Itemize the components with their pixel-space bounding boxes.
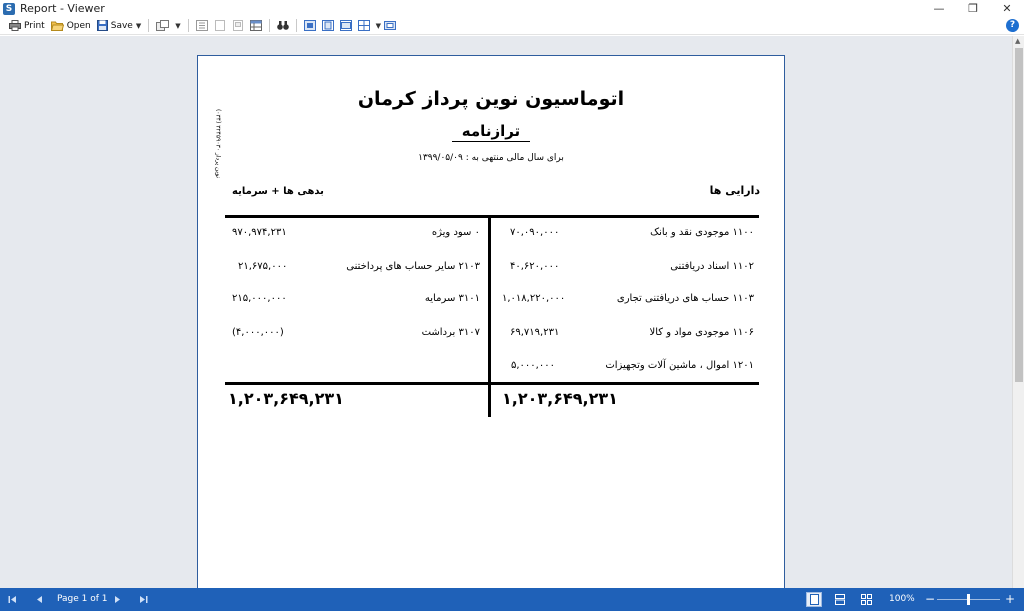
liability-label: ۰ سود ویژه <box>431 227 480 238</box>
scroll-up-icon[interactable]: ▲ <box>1015 37 1021 45</box>
total-assets: ۱,۲۰۳,۶۴۹,۲۳۱ <box>502 389 618 408</box>
chevron-down-icon[interactable]: ▼ <box>375 21 382 30</box>
continuous-view-button[interactable] <box>832 592 848 607</box>
first-page-button[interactable] <box>8 588 17 611</box>
first-page-icon <box>8 595 17 604</box>
help-icon[interactable]: ? <box>1006 19 1019 32</box>
zoom-in-button[interactable]: + <box>1005 592 1016 606</box>
status-bar <box>0 588 1024 611</box>
liability-amount: ۲۱,۶۷۵,۰۰۰ <box>238 261 288 272</box>
single-page-view-button[interactable] <box>806 592 822 607</box>
print-label: Print <box>24 20 45 31</box>
liabilities-header: بدهی ها + سرمایه <box>232 186 324 197</box>
parameters-icon[interactable] <box>214 20 226 31</box>
open-label: Open <box>66 20 91 31</box>
total-rule <box>225 382 759 385</box>
asset-label: ۱۱۰۲ اسناد دریافتنی <box>670 261 754 272</box>
toolbar <box>0 17 1024 35</box>
table-icon[interactable] <box>250 20 262 31</box>
asset-amount: ۶۹,۷۱۹,۲۳۱ <box>510 327 560 338</box>
liability-label: ۳۱۰۱ سرمایه <box>424 293 480 304</box>
title-bar <box>0 0 1024 17</box>
save-label: Save <box>110 20 133 31</box>
printer-icon <box>9 20 21 31</box>
bookmarks-icon[interactable] <box>196 20 208 31</box>
chevron-down-icon[interactable]: ▼ <box>175 21 181 30</box>
report-viewer-area <box>0 36 1024 588</box>
export-icon <box>156 20 169 31</box>
continuous-pages-icon <box>835 594 845 605</box>
thumbnails-icon[interactable] <box>232 20 244 31</box>
liability-amount: ۹۷۰,۹۷۴,۲۳۱ <box>232 227 287 238</box>
report-title-wrap <box>198 122 784 140</box>
toolbar-separator <box>148 19 149 32</box>
next-page-icon <box>114 595 121 604</box>
grid-pages-icon <box>861 594 872 605</box>
liability-label: ۳۱۰۷ برداشت <box>421 327 480 338</box>
liability-label: ۲۱۰۳ سایر حساب های پرداختنی <box>346 261 480 272</box>
asset-amount: ۵,۰۰۰,۰۰۰ <box>511 360 555 371</box>
report-title: ترازنامه <box>452 122 530 142</box>
asset-label: ۱۱۰۰ موجودی نقد و بانک <box>650 227 754 238</box>
vertical-scrollbar[interactable] <box>1012 36 1024 588</box>
total-liabilities: ۱,۲۰۳,۶۴۹,۲۳۱ <box>228 389 344 408</box>
folder-open-icon <box>51 20 64 31</box>
toolbar-separator <box>188 19 189 32</box>
open-button[interactable] <box>48 18 94 34</box>
window-title: Report - Viewer <box>20 2 105 15</box>
company-name: اتوماسیون نوین پرداز کرمان <box>357 88 625 110</box>
fiscal-year: برای سال مالی منتهی به : ۱۳۹۹/۰۵/۰۹ <box>418 153 564 163</box>
one-page-icon[interactable] <box>322 20 334 31</box>
center-divider <box>488 215 491 417</box>
top-rule <box>225 215 759 218</box>
single-page-icon <box>810 594 819 605</box>
save-button[interactable] <box>94 18 144 34</box>
asset-label: ۱۲۰۱ اموال ، ماشین آلات وتجهیزات <box>605 360 754 371</box>
multiple-pages-icon[interactable] <box>358 20 370 31</box>
find-icon[interactable] <box>277 20 289 31</box>
zoom-slider-thumb[interactable] <box>967 594 970 605</box>
chevron-down-icon[interactable]: ▼ <box>135 21 142 30</box>
side-stamp-text: نوین پرداز ۳۲۴۵۹۰۳۰ (۰۳۴) <box>214 108 222 179</box>
previous-page-button[interactable] <box>36 588 43 611</box>
zoom-level: 100% <box>889 594 915 604</box>
multiple-pages-view-button[interactable] <box>858 592 874 607</box>
export-button[interactable] <box>153 18 183 34</box>
zoom-page-icon[interactable] <box>384 20 396 31</box>
print-button[interactable] <box>6 18 48 34</box>
minimize-button[interactable]: — <box>933 2 945 15</box>
next-page-button[interactable] <box>114 588 121 611</box>
page-info: Page 1 of 1 <box>57 594 108 604</box>
liability-amount: (۴,۰۰۰,۰۰۰) <box>232 327 284 338</box>
last-page-button[interactable] <box>139 588 148 611</box>
save-icon <box>97 20 108 31</box>
side-stamp <box>212 102 224 192</box>
restore-button[interactable]: ❐ <box>968 2 978 15</box>
liability-amount: ۲۱۵,۰۰۰,۰۰۰ <box>232 293 287 304</box>
app-logo-icon: S <box>3 3 15 15</box>
asset-amount: ۴۰,۶۲۰,۰۰۰ <box>510 261 560 272</box>
asset-label: ۱۱۰۳ حساب های دریافتنی تجاری <box>616 293 754 304</box>
page-width-icon[interactable] <box>340 20 352 31</box>
close-button[interactable]: ✕ <box>1002 2 1012 15</box>
toolbar-separator <box>269 19 270 32</box>
asset-amount: ۱,۰۱۸,۲۲۰,۰۰۰ <box>502 293 566 304</box>
full-screen-icon[interactable] <box>304 20 316 31</box>
last-page-icon <box>139 595 148 604</box>
scroll-thumb[interactable] <box>1015 48 1023 382</box>
report-page <box>197 55 785 588</box>
toolbar-separator <box>296 19 297 32</box>
assets-header: دارایی ها <box>709 184 760 197</box>
previous-page-icon <box>36 595 43 604</box>
asset-label: ۱۱۰۶ موجودی مواد و کالا <box>649 327 754 338</box>
asset-amount: ۷۰,۰۹۰,۰۰۰ <box>510 227 560 238</box>
zoom-out-button[interactable]: − <box>925 592 936 606</box>
